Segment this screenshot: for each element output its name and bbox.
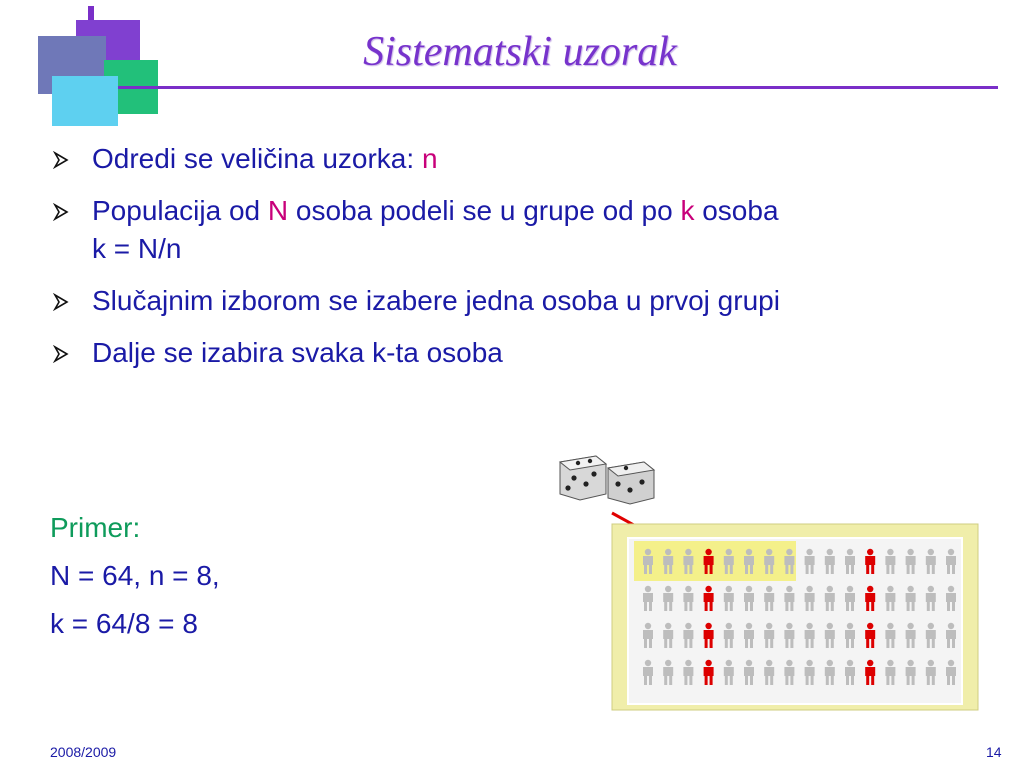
example-line-1: N = 64, n = 8, <box>50 560 220 591</box>
bullet-part: osoba <box>694 195 779 226</box>
bullet-part: Populacija od <box>92 195 268 226</box>
bullet-part: osoba podeli se u grupe od po <box>288 195 681 226</box>
bullet-part: Slučajnim izborom se izabere jedna osoba u prvoj grupi <box>92 285 780 316</box>
page-number: 14 <box>986 744 1002 760</box>
bullet-part: Dalje se izabira svaka k-ta osoba <box>92 337 503 368</box>
example-line-2: k = 64/8 = 8 <box>50 608 198 639</box>
slide-title: Sistematski uzorak <box>363 29 677 75</box>
bullet-formula: k = N/n <box>92 233 182 264</box>
bullet-highlight: k <box>680 195 695 226</box>
dice-icon <box>560 456 654 504</box>
bullet-highlight: N <box>267 195 289 226</box>
bullet-part: Odredi se veličina uzorka: <box>92 143 422 174</box>
example-label: Primer: <box>50 512 141 543</box>
footer-date: 2008/2009 <box>50 744 117 760</box>
bullet-highlight: n <box>421 143 438 174</box>
